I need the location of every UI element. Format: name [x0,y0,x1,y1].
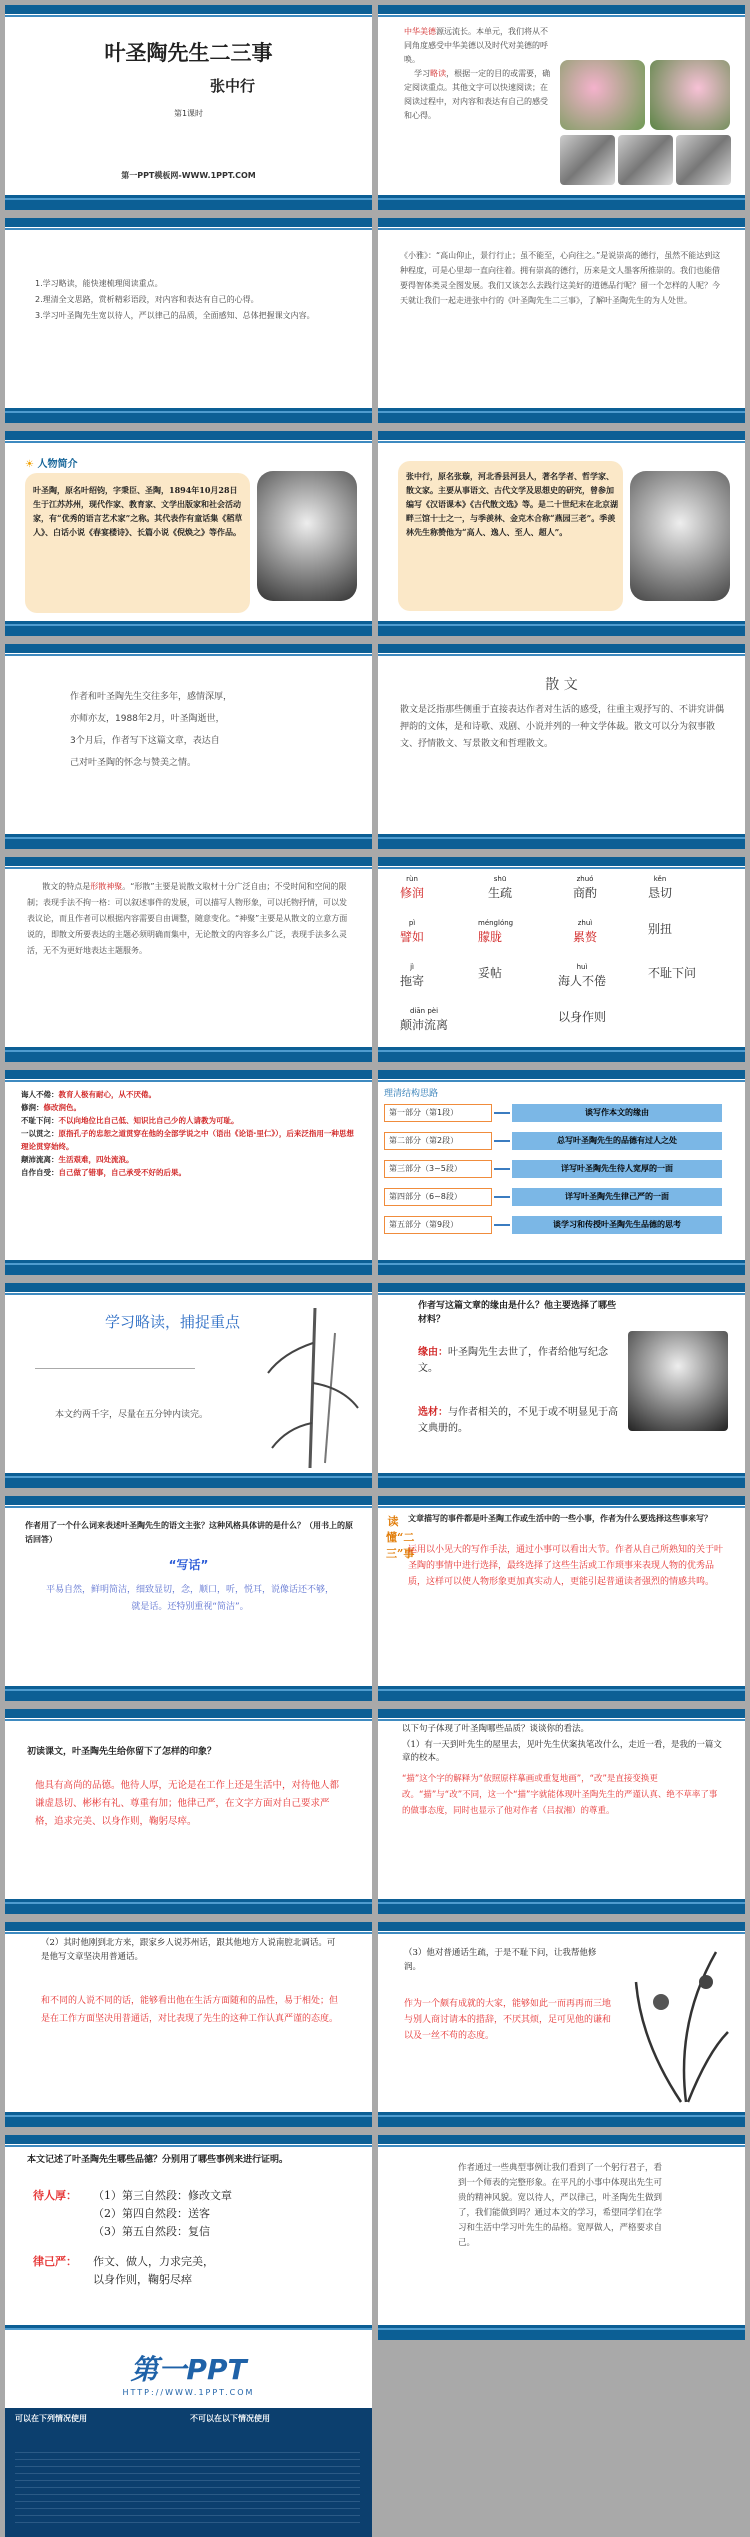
usage-forbidden: 不可以在以下情况使用 [190,2414,270,2423]
question: 文章描写的事件都是叶圣陶工作或生活中的一些小事，作者为什么要选择这些事来写？ [408,1513,712,1523]
bio-text: 张中行，原名张璇，河北香县河县人，著名学者、哲学家、散文家。主要从事语文、古代文学及思想史的研究，曾参加编写《汉语课本》《古代散文选》等。是二十世纪末在北京湖畔三馆十士之一，与季羡林、金克木合称“燕园三老”。季羡林先生称赞他为“高人、逸人、至人、超人”。 [406,471,618,537]
intro-text: 《小雅》：“高山仰止，景行行止；虽不能至，心向往之。”是说崇高的德行，虽然不能达到这种程度，可是心里却一直向往着。拥有崇高的德行，历来是文人墨客所推崇的。我们也能借要得智体类灵全图发展。我们又该怎么去践行这美好的道德品行呢？留一个怎样的人呢？今天就让我们一起走进张中行的《叶圣陶先生二三事》，了解叶圣陶先生的为人处世。 [400,251,721,305]
answer-material: 选材：与作者相关的，不见于或不明显见于高文典册的。 [418,1407,618,1434]
unit-intro-text: 中华美德源远流长。本单元，我们将从不同角度感受中华美德以及时代对美德的呼唤。 学习略读，根据一定的目的或需要，确定阅读重点。其他文字可以快速阅读；在阅读过程中，对内容和表达有自己的感受和心得。 [404,27,551,120]
background-text: 作者和叶圣陶先生交往多年，感情深厚， 亦师亦友，1988年2月，叶圣陶逝世， 3个月后，作者写下这篇文章，表达自 己对叶圣陶的怀念与赞美之情。 [70,692,233,768]
prose-definition: 散文是泛指那些侧重于直接表达作者对生活的感受，往重主观抒写的、不讲究讲偶押韵的文体，是和诗歌、戏剧、小说并列的一种文学体裁。散文可以分为叙事散文、抒情散文、写景散文和哲理散文。 [400,705,725,749]
answer: 和不同的人说不同的话，能够看出他在生活方面随和的品性，易于相处；但是在工作方面坚决用普通话，对比表现了先生的这种工作认真严谨的态度。 [41,1996,339,2024]
prose-features-text: 散文的特点是形散神聚。“形散”主要是说散文取材十分广泛自由；不受时间和空间的限制；表现手法不拘一格：可以叙述事件的发展，可以描写人物形象，可以托物抒情，可以发表议论，而且作者可以根据内容需要自由调整，随意变化。“神聚”主要是从散文的立意方面说的，即散文所要表达的主题必须明确而集中，无论散文的内容多么广泛，表现手法多么灵活，无不为更好地表达主题服务。 [27,882,348,955]
question: 以下句子体现了叶圣陶哪些品质？谈谈你的看法。 [402,1724,590,1734]
learning-goals: 1.学习略读，能快速梳理阅读重点。 2.理清全文思路，赏析精彩语段，对内容和表达有自己的心得。 3.学习叶圣陶先生宽以待人，严以律己的品质，全面感知、总体把握课文内容。 [35,279,315,320]
slide-quality-1 [378,1709,745,1914]
vocab-word: 别扭 [648,922,673,936]
skim-heading: 学习略读，捕捉重点 [105,1313,241,1331]
slide-quality-2 [5,1922,372,2127]
vocab-word: 不耻下问 [648,966,697,980]
logo-text: 第一PPT [130,2353,247,2386]
slide-title [5,5,372,210]
vocab-word: zhuì 累赘 [573,919,598,944]
skim-text: 本文约两千字，尽量在五分钟内读完。 [55,1410,209,1420]
question: 本文记述了叶圣陶先生哪些品德？分别用了哪些事例来进行证明。 [27,2155,289,2165]
slide-writing-view [5,1496,372,1701]
vocab-word: kěn 恳切 [648,875,673,900]
slide-unit-intro [378,5,745,210]
answer: 作为一个颇有成就的大家，能够如此一而再再而三地与别人商讨请本的措辞，不厌其烦，足可见他的谦和以及一丝不苟的态度。 [404,1999,612,2041]
slide-ye-bio [5,431,372,636]
vocab-word: zhuó 商酌 [573,875,598,900]
vocab-word: huì 海人不倦 [558,963,607,988]
vocab-word: diān pèi 颠沛流离 [400,1007,449,1032]
vocab-word: ménglóng 朦胧 [478,919,514,944]
lotus-image [560,60,645,130]
author-name: 张中行 [210,77,256,95]
slide-word-meanings [5,1070,372,1275]
slide-structure: 理清结构思路 第一部分（第1段） 谈写作本文的缘由 第二部分（第2段） 总写叶圣陶先生的品德有过人之处 第三部分（3~5段） 详写叶圣陶先生待人宽厚的一面 第四部分（6~8段） 详写叶圣陶先生律己严的一面 第五部分（第9段） 谈学习和传授叶圣陶先生品德的思考 [378,1070,745,1275]
portrait-photo [628,1331,728,1431]
vocab-word: 以身作则 [558,1010,607,1024]
slide-vocab [378,857,745,1062]
brand-text: 第一PPT模板网-WWW.1PPT.COM [121,171,256,180]
site-url: HTTP://WWW.1PPT.COM [122,2388,255,2397]
divider [35,1368,195,1369]
slide-small-things [378,1496,745,1701]
lesson-period: 第1课时 [173,109,204,118]
answer: 他具有高尚的品德。他待人厚，无论是在工作上还是生活中，对待他人都谦虚恳切、彬彬有礼、尊重有加；他律己严，在文字方面对自己要求严格，追求完美、以身作则，鞠躬尽瘁。 [35,1780,340,1827]
credits-panel [5,2408,372,2537]
slide-goals [5,218,372,423]
generous-examples: （1）第三自然段：修改文章 （2）第四自然段：送客 （3）第五自然段：复信 [93,2189,232,2238]
slide-conclusion [378,2135,745,2340]
question: 初读课文，叶圣陶先生给你留下了怎样的印象？ [27,1747,217,1757]
bio-text: 叶圣陶，原名叶绍钧，字秉臣、圣陶，1894年10月28日生于江苏苏州，现代作家、教育家、文学出版家和社会活动家，有“优秀的语言艺术家”之称。其代表作有童话集《稻草人》、白话小说《春宴楼诗》、长篇小说《倪焕之》等作品。 [33,485,243,537]
quote: （3）他对普通话生疏，于是不耻下问，让我帮他修润。 [404,1948,597,1972]
quote: （1）有一天到叶先生的屋里去，见叶先生伏案执笔改什么，走近一看，是我的一篇文章的校本。 [402,1740,722,1763]
slide-cause [378,1283,745,1488]
question: 作者写这篇文章的缘由是什么？他主要选择了哪些材料？ [418,1301,617,1325]
key-term: “写话” [168,1558,209,1572]
prose-heading: 散 文 [545,677,578,693]
strict-examples: 作文、做人，力求完美， 以身作则，鞠躬尽瘁 [93,2255,214,2286]
answer: 运用以小见大的写作手法，通过小事可以看出大节。作者从自己所熟知的关于叶圣陶的事情中进行选择，最终选择了这些生活或工作琐事来表现人物的优秀品质，这样可以使人物形象更加真实动人，更能引起普通读者强烈的情感共鸣。 [408,1545,724,1587]
structure-heading: 理清结构思路 [384,1089,439,1099]
slide-summary-qualities [5,2135,372,2340]
vocab-word: shū 生疏 [488,875,513,900]
link-list [15,2446,360,2526]
category-strict: 律己严： [33,2255,77,2268]
slide-impression [5,1709,372,1914]
slide-intro [378,218,745,423]
portrait-photo [618,135,673,185]
lotus-image [650,60,730,130]
slide-prose-def [378,644,745,849]
category-generous: 待人厚： [33,2189,77,2202]
bamboo-icon [255,1303,365,1473]
vocab-word: 妥帖 [478,966,503,980]
slide-prose-features [5,857,372,1062]
slide-zhang-bio [378,431,745,636]
portrait-photo [560,135,615,185]
usage-allowed: 可以在下列情况使用 [15,2414,87,2423]
word-meanings: 诲人不倦：教育人极有耐心，从不厌倦。 修润：修改润色。 不耻下问：不以向地位比自己低、知识比自己少的人请教为可耻。 一以贯之：原指孔子的忠恕之道贯穿在他的全部学说之中（语出《论语·里仁》），后来泛指用一种思想理论贯穿始终。 颠沛流离：生活艰难，四处流浪。 自作自受：自己做了错事，自己承受不好的后果。 [21,1090,354,1177]
vocab-word: rùn 修润 [400,875,425,900]
answer: 平易自然，鲜明简洁，细致显切，念，顺口，听，悦耳，说像话还不够，就是话。还特别重视“简洁”。 [45,1585,334,1612]
question: 作者用了一个什么词来表述叶圣陶先生的语文主张？这种风格具体讲的是什么？（用书上的原话回答） [25,1520,353,1544]
bio-heading: ☀ 人物简介 [25,459,78,470]
slide-background [5,644,372,849]
slide-quality-3 [378,1922,745,2127]
vocab-word: pì 譬如 [400,919,425,944]
conclusion-text: 作者通过一些典型事例让我们看到了一个躬行君子，看到一个师表的完整形象。在平凡的小事中体现出先生可贵的精神风貌。宽以待人，严以律己，叶圣陶先生做到了，我们能做到吗？通过本文的学习，希望同学们在学习和生活中学习叶先生的品格。宽厚做人，严格要求自己。 [458,2163,663,2248]
lesson-title: 叶圣陶先生二三事 [104,40,273,65]
ye-shengtao-portrait [257,471,357,601]
slide-skim [5,1283,372,1488]
answer-cause: 缘由：叶圣陶先生去世了，作者给他写纪念文。 [418,1347,608,1374]
portrait-photo [676,135,731,185]
slide-credits [5,2330,372,2537]
zhang-zhongxing-portrait [630,471,730,601]
orchid-icon [626,1942,736,2112]
answer: “描”这个字的解释为“依照原样摹画或重复地画”，“改”是直接变换更改。“描”与“改”不同，这一个“描”字就能体现叶圣陶先生的严谨认真、绝不草率了事的做事态度，同时也显示了他对作者（吕叔湘）的尊重。 [402,1774,718,1816]
quote: （2）其时他刚到北方来，跟家乡人说苏州话，跟其他地方人说南腔北调话。可是他写文章坚决用普通话。 [41,1938,336,1962]
side-title: 读懂“二三”事 [386,1515,415,1560]
vocab-word: jì 拖寄 [400,963,425,988]
